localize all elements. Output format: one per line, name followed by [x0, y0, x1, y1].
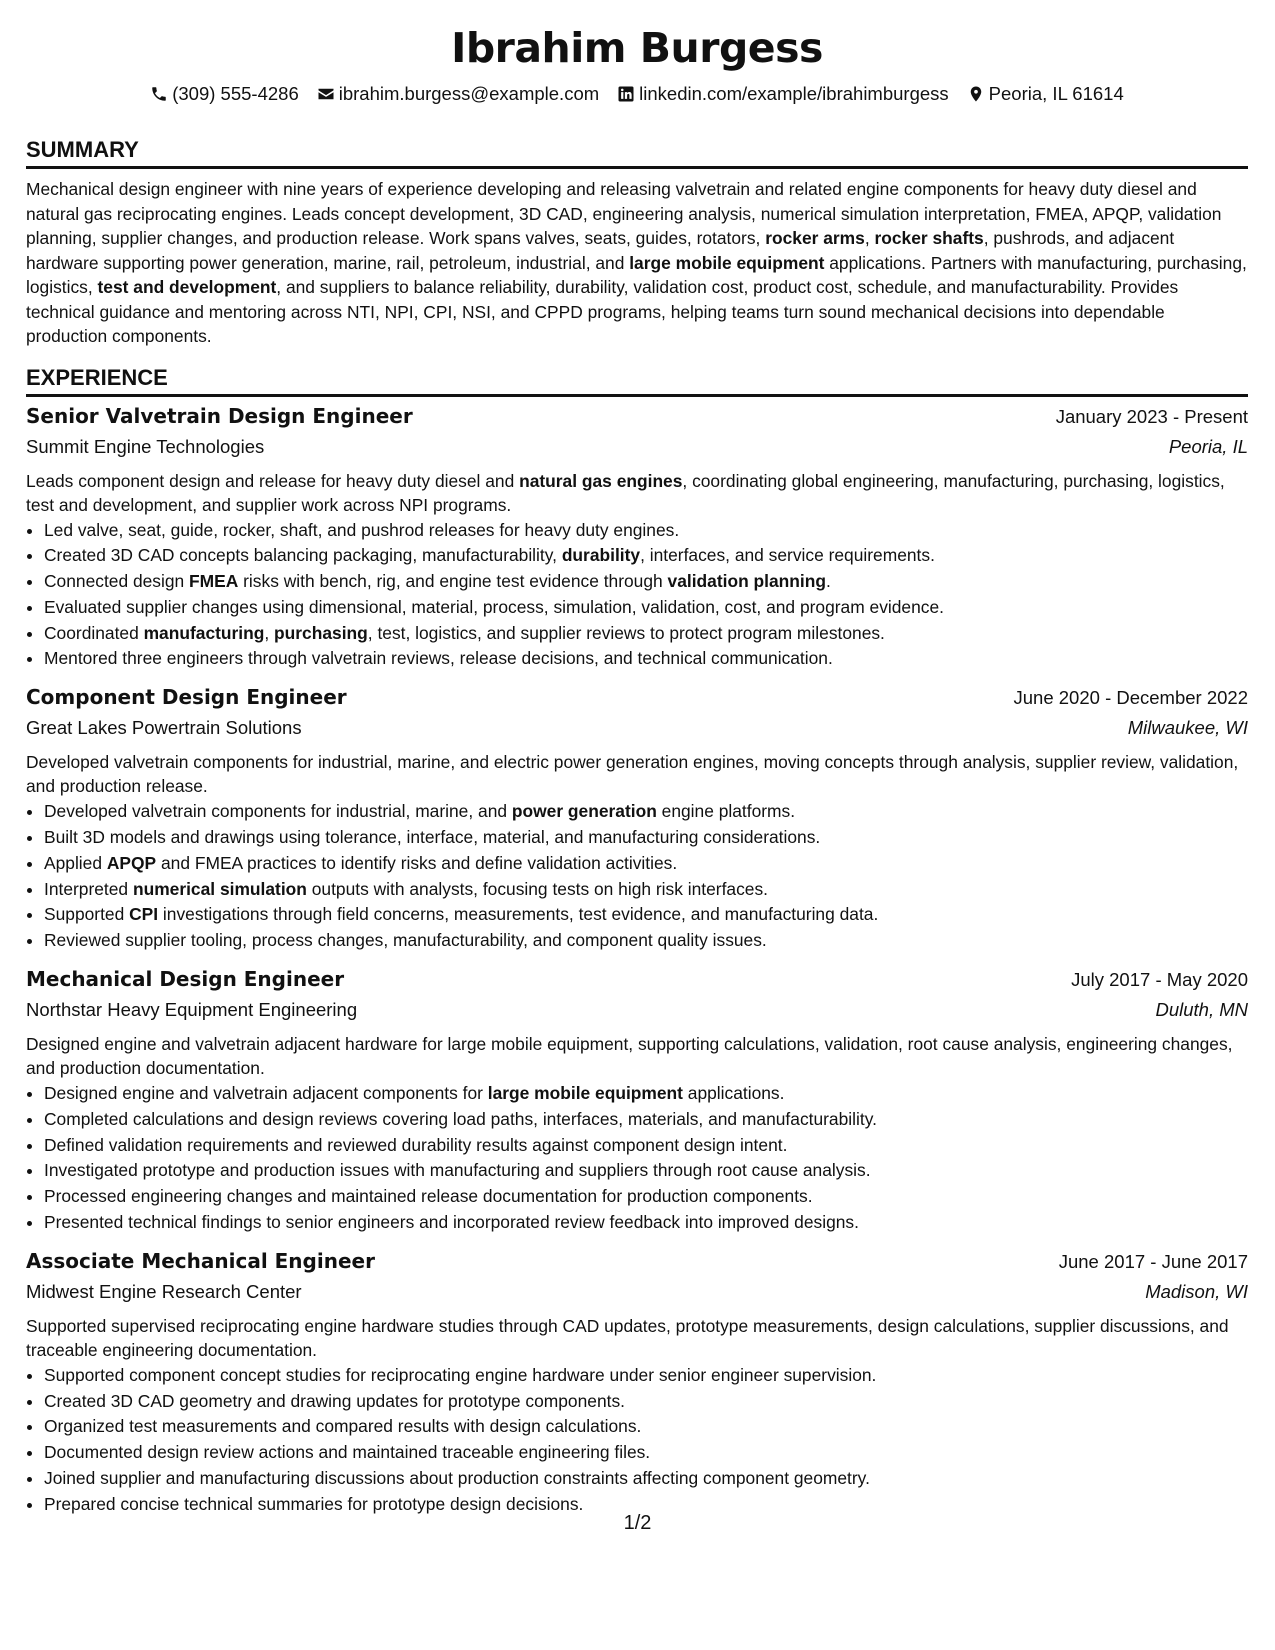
- summary-text-bold: rocker arms: [765, 228, 865, 248]
- job-bullet-segment: and FMEA practices to identify risks and define validation activities.: [156, 852, 678, 873]
- job-bullet-segment: applications.: [682, 1083, 785, 1104]
- job-entry: [26, 1246, 1248, 1518]
- resume-page: [26, 0, 1248, 1518]
- job-bullet: [44, 877, 1248, 903]
- summary-text-segment: ,: [864, 228, 875, 248]
- summary-text-segment: applications. Partners with manufacturing, purchasing, logistics,: [26, 252, 1247, 297]
- summary-heading: SUMMARY: [26, 137, 1248, 169]
- job-description-segment: Designed engine and valvetrain adjacent hardware for large mobile equipment, supporting calculations, validation, root cause analysis, engineering changes, and production documentation.: [26, 1034, 1233, 1079]
- job-bullet: [44, 799, 1248, 825]
- job-bullet-segment: Mentored three engineers through valvetrain reviews, release decisions, and technical communication.: [44, 648, 833, 669]
- job-description: [26, 750, 1248, 798]
- job-description: [26, 1032, 1248, 1080]
- job-bullet: [44, 646, 1248, 672]
- job-bullet-segment: Defined validation requirements and reviewed durability results against component design intent.: [44, 1134, 788, 1155]
- job-bullet-segment: Organized test measurements and compared results with design calculations.: [44, 1416, 642, 1437]
- summary-text-segment: , and suppliers to balance reliability, durability, validation cost, product cost, schedule, and manufacturability. Provides technical guidance and mentoring across NTI, NPI, CPI, NSI, and CPPD programs, helping teams turn sound mechanical decisions into dependable production components.: [26, 277, 1179, 346]
- job-bullet-segment: Reviewed supplier tooling, process changes, manufacturability, and component quality issues.: [44, 930, 767, 951]
- experience-section: [26, 365, 1248, 1518]
- job-bullet-bold: large mobile equipment: [487, 1083, 683, 1104]
- job-company: Midwest Engine Research Center: [26, 1280, 302, 1302]
- job-bullet-segment: Applied: [44, 852, 107, 873]
- job-dates: January 2023 - Present: [1055, 405, 1248, 427]
- job-dates: June 2020 - December 2022: [1013, 687, 1248, 709]
- job-bullet: [44, 1158, 1248, 1184]
- job-bullet-segment: Developed valvetrain components for industrial, marine, and: [44, 801, 512, 822]
- job-company: Great Lakes Powertrain Solutions: [26, 717, 302, 739]
- job-bullet-segment: Created 3D CAD geometry and drawing updates for prototype components.: [44, 1390, 625, 1411]
- job-location: Duluth, MN: [1155, 999, 1248, 1021]
- summary-section: [26, 137, 1248, 349]
- job-bullet: [44, 1107, 1248, 1133]
- linkedin-text[interactable]: linkedin.com/example/ibrahimburgess: [639, 83, 949, 104]
- job-dates: June 2017 - June 2017: [1058, 1250, 1248, 1272]
- job-bullet-segment: Supported component concept studies for reciprocating engine hardware under senior engineer supervision.: [44, 1364, 877, 1385]
- job-bullet-segment: Created 3D CAD concepts balancing packaging, manufacturability,: [44, 545, 562, 566]
- phone-text: (309) 555-4286: [172, 83, 299, 104]
- job-bullet-segment: .: [826, 571, 831, 592]
- job-dates: July 2017 - May 2020: [1071, 969, 1248, 991]
- job-bullet: [44, 569, 1248, 595]
- job-bullets: [26, 518, 1248, 673]
- summary-text: [26, 177, 1248, 349]
- job-entry: [26, 964, 1248, 1236]
- summary-text-segment: , pushrods, and adjacent hardware supporting power generation, marine, rail, petroleum, industrial, and: [26, 228, 1175, 273]
- experience-heading: EXPERIENCE: [26, 365, 1248, 397]
- job-bullet: [44, 1184, 1248, 1210]
- job-bullet-segment: Presented technical findings to senior engineers and incorporated review feedback into improved designs.: [44, 1212, 859, 1233]
- job-description-bold: natural gas engines: [519, 470, 683, 491]
- job-title: Associate Mechanical Engineer: [26, 1248, 375, 1273]
- job-header-row: [26, 1246, 1248, 1276]
- job-bullet: [44, 1081, 1248, 1107]
- summary-text-bold: test and development: [97, 277, 277, 297]
- job-bullet-bold: FMEA: [189, 571, 239, 592]
- job-description-segment: Leads component design and release for heavy duty diesel and: [26, 470, 520, 491]
- job-location: Peoria, IL: [1168, 435, 1248, 457]
- job-bullet-bold: CPI: [129, 904, 159, 925]
- job-bullet-segment: Investigated prototype and production issues with manufacturing and suppliers through root cause analysis.: [44, 1160, 871, 1181]
- job-entry: [26, 682, 1248, 954]
- job-title: Senior Valvetrain Design Engineer: [26, 403, 413, 428]
- job-bullet-segment: Prepared concise technical summaries for prototype design decisions.: [44, 1493, 584, 1514]
- job-title: Mechanical Design Engineer: [26, 967, 345, 992]
- job-bullet-segment: Documented design review actions and maintained traceable engineering files.: [44, 1442, 651, 1463]
- phone-icon: [150, 85, 168, 103]
- job-bullet: [44, 543, 1248, 569]
- job-bullet-segment: ,: [264, 622, 275, 643]
- job-bullet-segment: Completed calculations and design reviews covering load paths, interfaces, materials, and manufacturability.: [44, 1108, 877, 1129]
- job-entry: [26, 401, 1248, 673]
- job-bullet-segment: Evaluated supplier changes using dimensional, material, process, simulation, validation, cost, and program evidence.: [44, 596, 944, 617]
- job-bullet-segment: Designed engine and valvetrain adjacent components for: [44, 1083, 488, 1104]
- job-bullet-segment: Processed engineering changes and maintained release documentation for production components.: [44, 1186, 813, 1207]
- candidate-name: Ibrahim Burgess: [451, 24, 823, 72]
- job-description: [26, 469, 1248, 517]
- summary-text-segment: Mechanical design engineer with nine years of experience developing and releasing valvetrain and related engine components for heavy duty diesel and natural gas reciprocating engines. Leads concept development, 3D CAD, engineering analysis, numerical simulation interpretation, FMEA, APQP, validation planning, supplier changes, and production release. Work spans valves, seats, guides, rotators,: [26, 179, 1222, 248]
- job-header-row: [26, 401, 1248, 431]
- job-bullet-segment: Built 3D models and drawings using tolerance, interface, material, and manufacturing considerations.: [44, 827, 821, 848]
- job-bullet-segment: , interfaces, and service requirements.: [640, 545, 935, 566]
- job-bullet: [44, 851, 1248, 877]
- job-bullet-segment: Joined supplier and manufacturing discussions about production constraints affecting component geometry.: [44, 1468, 870, 1489]
- job-bullet-segment: Led valve, seat, guide, rocker, shaft, and pushrod releases for heavy duty engines.: [44, 519, 680, 540]
- job-description: [26, 1314, 1248, 1362]
- job-bullet-bold: purchasing: [274, 622, 368, 643]
- job-header-row: [26, 682, 1248, 712]
- job-bullet: [44, 1133, 1248, 1159]
- job-company-row: [26, 712, 1248, 744]
- contact-location: [967, 83, 1124, 105]
- envelope-icon: [317, 85, 335, 103]
- job-bullet-segment: investigations through field concerns, measurements, test evidence, and manufacturing data.: [158, 904, 879, 925]
- job-bullet: [44, 595, 1248, 621]
- job-description-segment: Supported supervised reciprocating engine hardware studies through CAD updates, prototype measurements, design calculations, supplier discussions, and traceable engineering documentation.: [26, 1315, 1229, 1360]
- job-bullet: [44, 1389, 1248, 1415]
- job-bullet: [44, 1210, 1248, 1236]
- job-bullet-segment: outputs with analysts, focusing tests on high risk interfaces.: [306, 878, 768, 899]
- job-company-row: [26, 431, 1248, 463]
- job-bullet: [44, 518, 1248, 544]
- job-company-row: [26, 1276, 1248, 1308]
- job-bullet: [44, 1363, 1248, 1389]
- job-bullet-segment: Interpreted: [44, 878, 133, 899]
- job-bullet-bold: validation planning: [667, 571, 826, 592]
- job-bullet-segment: risks with bench, rig, and engine test evidence through: [238, 571, 668, 592]
- page-number: 1/2: [623, 1512, 652, 1534]
- job-location: Milwaukee, WI: [1127, 717, 1248, 739]
- job-bullets: [26, 1363, 1248, 1518]
- job-bullet: [44, 902, 1248, 928]
- job-bullet: [44, 825, 1248, 851]
- linkedin-icon: [617, 85, 635, 103]
- job-bullet-bold: numerical simulation: [132, 878, 307, 899]
- job-bullet: [44, 928, 1248, 954]
- job-bullet-bold: APQP: [106, 852, 157, 873]
- contact-email[interactable]: [317, 83, 599, 105]
- job-company: Northstar Heavy Equipment Engineering: [26, 999, 358, 1021]
- email-text[interactable]: ibrahim.burgess@example.com: [338, 83, 600, 104]
- job-bullet: [44, 1466, 1248, 1492]
- summary-text-bold: large mobile equipment: [629, 252, 825, 273]
- job-bullet-segment: engine platforms.: [656, 801, 796, 822]
- job-location: Madison, WI: [1145, 1280, 1248, 1302]
- job-bullet-segment: Supported: [44, 904, 130, 925]
- job-description-segment: Developed valvetrain components for industrial, marine, and electric power generation engines, moving concepts through analysis, supplier review, validation, and production release.: [26, 752, 1239, 797]
- job-company: Summit Engine Technologies: [26, 435, 265, 457]
- job-bullet: [44, 621, 1248, 647]
- contact-bar: [26, 82, 1248, 106]
- summary-text-bold: rocker shafts: [874, 228, 984, 248]
- job-bullet: [44, 1440, 1248, 1466]
- job-bullet-bold: durability: [561, 545, 641, 566]
- job-bullet-segment: Coordinated: [44, 622, 144, 643]
- job-bullet: [44, 1414, 1248, 1440]
- job-company-row: [26, 994, 1248, 1026]
- job-bullet-bold: manufacturing: [143, 622, 265, 643]
- job-description-segment: , coordinating global engineering, manufacturing, purchasing, logistics, test and development, and supplier work across NPI programs.: [26, 470, 1225, 515]
- contact-phone: [150, 83, 299, 105]
- job-header-row: [26, 964, 1248, 994]
- job-title: Component Design Engineer: [26, 685, 347, 710]
- job-bullet-segment: Connected design: [44, 571, 190, 592]
- job-bullets: [26, 799, 1248, 954]
- job-bullet-segment: , test, logistics, and supplier reviews to protect program milestones.: [367, 622, 885, 643]
- job-bullet-bold: power generation: [511, 801, 657, 822]
- jobs-list: [26, 401, 1248, 1518]
- map-pin-icon: [967, 85, 985, 103]
- job-bullets: [26, 1081, 1248, 1236]
- contact-linkedin[interactable]: [617, 83, 949, 105]
- location-text: Peoria, IL 61614: [988, 83, 1124, 104]
